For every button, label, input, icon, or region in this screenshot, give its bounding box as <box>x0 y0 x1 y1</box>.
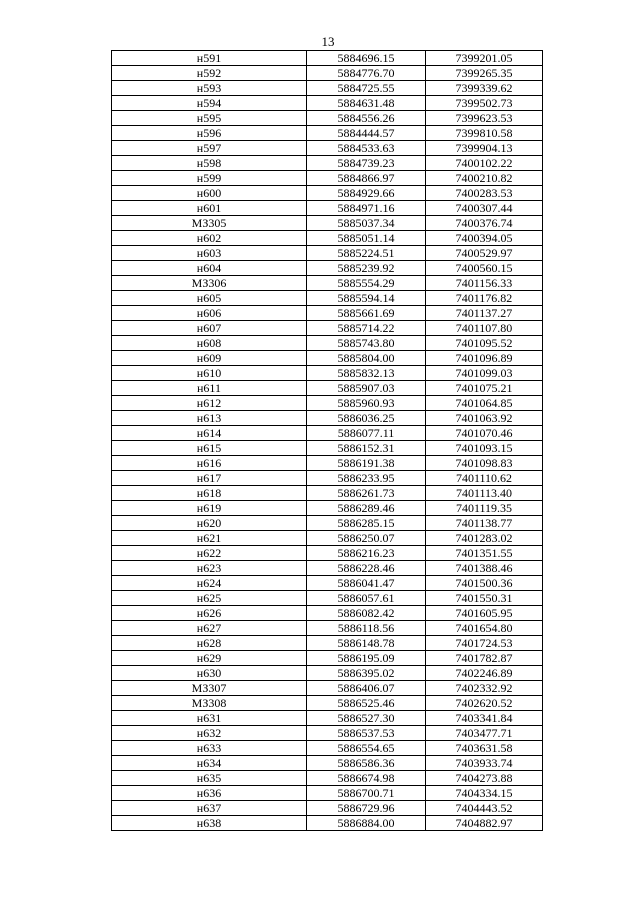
y-coordinate-cell: 7401107.80 <box>426 321 543 336</box>
y-coordinate-cell: 7401138.77 <box>426 516 543 531</box>
y-coordinate-cell: 7401064.85 <box>426 396 543 411</box>
x-coordinate-cell: 5886884.00 <box>307 816 426 831</box>
x-coordinate-cell: 5885743.80 <box>307 336 426 351</box>
table-row <box>112 441 543 456</box>
table-row <box>112 786 543 801</box>
table-row <box>112 801 543 816</box>
x-coordinate-cell: 5885554.29 <box>307 276 426 291</box>
y-coordinate-cell: 7401075.21 <box>426 381 543 396</box>
table-row <box>112 681 543 696</box>
table-row <box>112 456 543 471</box>
point-id-cell: н632 <box>112 726 307 741</box>
point-id-cell: н622 <box>112 546 307 561</box>
y-coordinate-cell: 7401351.55 <box>426 546 543 561</box>
x-coordinate-cell: 5884631.48 <box>307 96 426 111</box>
y-coordinate-cell: 7401093.15 <box>426 441 543 456</box>
table-row <box>112 306 543 321</box>
x-coordinate-cell: 5886527.30 <box>307 711 426 726</box>
point-id-cell: н616 <box>112 456 307 471</box>
page-number: 13 <box>321 34 335 49</box>
x-coordinate-cell: 5886674.98 <box>307 771 426 786</box>
x-coordinate-cell: 5885037.34 <box>307 216 426 231</box>
x-coordinate-cell: 5886118.56 <box>307 621 426 636</box>
table-row <box>112 471 543 486</box>
y-coordinate-cell: 7401283.02 <box>426 531 543 546</box>
y-coordinate-cell: 7401782.87 <box>426 651 543 666</box>
y-coordinate-cell: 7401605.95 <box>426 606 543 621</box>
x-coordinate-cell: 5886554.65 <box>307 741 426 756</box>
x-coordinate-cell: 5885832.13 <box>307 366 426 381</box>
y-coordinate-cell: 7403631.58 <box>426 741 543 756</box>
y-coordinate-cell: 7399201.05 <box>426 51 543 66</box>
point-id-cell: н614 <box>112 426 307 441</box>
point-id-cell: н594 <box>112 96 307 111</box>
y-coordinate-cell: 7400529.97 <box>426 246 543 261</box>
x-coordinate-cell: 5886077.11 <box>307 426 426 441</box>
y-coordinate-cell: 7399339.62 <box>426 81 543 96</box>
table-row <box>112 81 543 96</box>
y-coordinate-cell: 7400376.74 <box>426 216 543 231</box>
point-id-cell: н637 <box>112 801 307 816</box>
point-id-cell: н603 <box>112 246 307 261</box>
table-row <box>112 351 543 366</box>
x-coordinate-cell: 5886729.96 <box>307 801 426 816</box>
coordinates-table <box>111 50 543 831</box>
table-row <box>112 396 543 411</box>
x-coordinate-cell: 5886216.23 <box>307 546 426 561</box>
y-coordinate-cell: 7401176.82 <box>426 291 543 306</box>
x-coordinate-cell: 5886041.47 <box>307 576 426 591</box>
table-row <box>112 606 543 621</box>
x-coordinate-cell: 5886406.07 <box>307 681 426 696</box>
x-coordinate-cell: 5885239.92 <box>307 261 426 276</box>
y-coordinate-cell: 7404882.97 <box>426 816 543 831</box>
table-row <box>112 231 543 246</box>
point-id-cell: н626 <box>112 606 307 621</box>
point-id-cell: н610 <box>112 366 307 381</box>
x-coordinate-cell: 5884556.26 <box>307 111 426 126</box>
y-coordinate-cell: 7401110.62 <box>426 471 543 486</box>
x-coordinate-cell: 5886525.46 <box>307 696 426 711</box>
point-id-cell: н617 <box>112 471 307 486</box>
table-row <box>112 531 543 546</box>
point-id-cell: н593 <box>112 81 307 96</box>
x-coordinate-cell: 5886586.36 <box>307 756 426 771</box>
x-coordinate-cell: 5885594.14 <box>307 291 426 306</box>
x-coordinate-cell: 5886082.42 <box>307 606 426 621</box>
y-coordinate-cell: 7401119.35 <box>426 501 543 516</box>
point-id-cell: н620 <box>112 516 307 531</box>
table-row <box>112 711 543 726</box>
table-row <box>112 111 543 126</box>
y-coordinate-cell: 7401500.36 <box>426 576 543 591</box>
y-coordinate-cell: 7403933.74 <box>426 756 543 771</box>
x-coordinate-cell: 5885714.22 <box>307 321 426 336</box>
y-coordinate-cell: 7401063.92 <box>426 411 543 426</box>
point-id-cell: н635 <box>112 771 307 786</box>
point-id-cell: н636 <box>112 786 307 801</box>
x-coordinate-cell: 5884971.16 <box>307 201 426 216</box>
table-row <box>112 141 543 156</box>
x-coordinate-cell: 5884776.70 <box>307 66 426 81</box>
x-coordinate-cell: 5884444.57 <box>307 126 426 141</box>
table-row <box>112 501 543 516</box>
point-id-cell: н624 <box>112 576 307 591</box>
x-coordinate-cell: 5885804.00 <box>307 351 426 366</box>
table-row <box>112 276 543 291</box>
x-coordinate-cell: 5886395.02 <box>307 666 426 681</box>
point-id-cell: н605 <box>112 291 307 306</box>
table-row <box>112 591 543 606</box>
y-coordinate-cell: 7402246.89 <box>426 666 543 681</box>
table-row <box>112 561 543 576</box>
x-coordinate-cell: 5884533.63 <box>307 141 426 156</box>
point-id-cell: н621 <box>112 531 307 546</box>
point-id-cell: н628 <box>112 636 307 651</box>
table-row <box>112 756 543 771</box>
y-coordinate-cell: 7401137.27 <box>426 306 543 321</box>
y-coordinate-cell: 7401099.03 <box>426 366 543 381</box>
point-id-cell: н634 <box>112 756 307 771</box>
table-row <box>112 201 543 216</box>
x-coordinate-cell: 5886537.53 <box>307 726 426 741</box>
table-row <box>112 156 543 171</box>
point-id-cell: н611 <box>112 381 307 396</box>
y-coordinate-cell: 7401096.89 <box>426 351 543 366</box>
y-coordinate-cell: 7401113.40 <box>426 486 543 501</box>
x-coordinate-cell: 5886250.07 <box>307 531 426 546</box>
table-row <box>112 636 543 651</box>
point-id-cell: н595 <box>112 111 307 126</box>
y-coordinate-cell: 7401098.83 <box>426 456 543 471</box>
table-row <box>112 411 543 426</box>
table-row <box>112 291 543 306</box>
y-coordinate-cell: 7402332.92 <box>426 681 543 696</box>
x-coordinate-cell: 5884866.97 <box>307 171 426 186</box>
x-coordinate-cell: 5886289.46 <box>307 501 426 516</box>
point-id-cell: н602 <box>112 231 307 246</box>
point-id-cell: н598 <box>112 156 307 171</box>
y-coordinate-cell: 7401550.31 <box>426 591 543 606</box>
point-id-cell: н604 <box>112 261 307 276</box>
x-coordinate-cell: 5886191.38 <box>307 456 426 471</box>
y-coordinate-cell: 7399810.58 <box>426 126 543 141</box>
x-coordinate-cell: 5885224.51 <box>307 246 426 261</box>
table-row <box>112 426 543 441</box>
table-row <box>112 516 543 531</box>
x-coordinate-cell: 5884739.23 <box>307 156 426 171</box>
table-row <box>112 186 543 201</box>
table-row <box>112 381 543 396</box>
table-row <box>112 651 543 666</box>
y-coordinate-cell: 7399502.73 <box>426 96 543 111</box>
point-id-cell: н615 <box>112 441 307 456</box>
y-coordinate-cell: 7401388.46 <box>426 561 543 576</box>
table-row <box>112 666 543 681</box>
y-coordinate-cell: 7404443.52 <box>426 801 543 816</box>
table-row <box>112 726 543 741</box>
point-id-cell: н623 <box>112 561 307 576</box>
y-coordinate-cell: 7399265.35 <box>426 66 543 81</box>
table-row <box>112 96 543 111</box>
point-id-cell: н592 <box>112 66 307 81</box>
x-coordinate-cell: 5886228.46 <box>307 561 426 576</box>
table-row <box>112 486 543 501</box>
point-id-cell: н627 <box>112 621 307 636</box>
y-coordinate-cell: 7403341.84 <box>426 711 543 726</box>
point-id-cell: н625 <box>112 591 307 606</box>
table-row <box>112 261 543 276</box>
point-id-cell: н607 <box>112 321 307 336</box>
table-row <box>112 51 543 66</box>
point-id-cell: н608 <box>112 336 307 351</box>
point-id-cell: МЗ306 <box>112 276 307 291</box>
x-coordinate-cell: 5884929.66 <box>307 186 426 201</box>
coordinates-table-body <box>112 51 543 831</box>
point-id-cell: н609 <box>112 351 307 366</box>
point-id-cell: МЗ308 <box>112 696 307 711</box>
table-row <box>112 816 543 831</box>
table-row <box>112 126 543 141</box>
table-row <box>112 771 543 786</box>
point-id-cell: н633 <box>112 741 307 756</box>
x-coordinate-cell: 5886261.73 <box>307 486 426 501</box>
table-row <box>112 546 543 561</box>
point-id-cell: н591 <box>112 51 307 66</box>
x-coordinate-cell: 5885051.14 <box>307 231 426 246</box>
x-coordinate-cell: 5886285.15 <box>307 516 426 531</box>
point-id-cell: н596 <box>112 126 307 141</box>
y-coordinate-cell: 7401070.46 <box>426 426 543 441</box>
x-coordinate-cell: 5886057.61 <box>307 591 426 606</box>
y-coordinate-cell: 7401156.33 <box>426 276 543 291</box>
x-coordinate-cell: 5886195.09 <box>307 651 426 666</box>
x-coordinate-cell: 5886152.31 <box>307 441 426 456</box>
point-id-cell: н630 <box>112 666 307 681</box>
x-coordinate-cell: 5885960.93 <box>307 396 426 411</box>
point-id-cell: МЗ307 <box>112 681 307 696</box>
table-row <box>112 171 543 186</box>
point-id-cell: н629 <box>112 651 307 666</box>
y-coordinate-cell: 7402620.52 <box>426 696 543 711</box>
x-coordinate-cell: 5885661.69 <box>307 306 426 321</box>
point-id-cell: н601 <box>112 201 307 216</box>
table-row <box>112 246 543 261</box>
point-id-cell: н606 <box>112 306 307 321</box>
x-coordinate-cell: 5886700.71 <box>307 786 426 801</box>
point-id-cell: МЗ305 <box>112 216 307 231</box>
x-coordinate-cell: 5884725.55 <box>307 81 426 96</box>
y-coordinate-cell: 7400102.22 <box>426 156 543 171</box>
point-id-cell: н597 <box>112 141 307 156</box>
x-coordinate-cell: 5886036.25 <box>307 411 426 426</box>
point-id-cell: н631 <box>112 711 307 726</box>
y-coordinate-cell: 7400394.05 <box>426 231 543 246</box>
table-row <box>112 696 543 711</box>
table-row <box>112 321 543 336</box>
y-coordinate-cell: 7403477.71 <box>426 726 543 741</box>
x-coordinate-cell: 5885907.03 <box>307 381 426 396</box>
y-coordinate-cell: 7400560.15 <box>426 261 543 276</box>
point-id-cell: н638 <box>112 816 307 831</box>
y-coordinate-cell: 7399904.13 <box>426 141 543 156</box>
point-id-cell: н613 <box>112 411 307 426</box>
x-coordinate-cell: 5884696.15 <box>307 51 426 66</box>
x-coordinate-cell: 5886233.95 <box>307 471 426 486</box>
y-coordinate-cell: 7401724.53 <box>426 636 543 651</box>
point-id-cell: н599 <box>112 171 307 186</box>
y-coordinate-cell: 7404334.15 <box>426 786 543 801</box>
table-row <box>112 621 543 636</box>
point-id-cell: н619 <box>112 501 307 516</box>
y-coordinate-cell: 7401654.80 <box>426 621 543 636</box>
point-id-cell: н600 <box>112 186 307 201</box>
y-coordinate-cell: 7400283.53 <box>426 186 543 201</box>
table-row <box>112 216 543 231</box>
y-coordinate-cell: 7401095.52 <box>426 336 543 351</box>
table-row <box>112 576 543 591</box>
table-row <box>112 366 543 381</box>
y-coordinate-cell: 7400210.82 <box>426 171 543 186</box>
y-coordinate-cell: 7399623.53 <box>426 111 543 126</box>
y-coordinate-cell: 7400307.44 <box>426 201 543 216</box>
point-id-cell: н618 <box>112 486 307 501</box>
point-id-cell: н612 <box>112 396 307 411</box>
y-coordinate-cell: 7404273.88 <box>426 771 543 786</box>
table-row <box>112 741 543 756</box>
table-row <box>112 66 543 81</box>
x-coordinate-cell: 5886148.78 <box>307 636 426 651</box>
table-row <box>112 336 543 351</box>
